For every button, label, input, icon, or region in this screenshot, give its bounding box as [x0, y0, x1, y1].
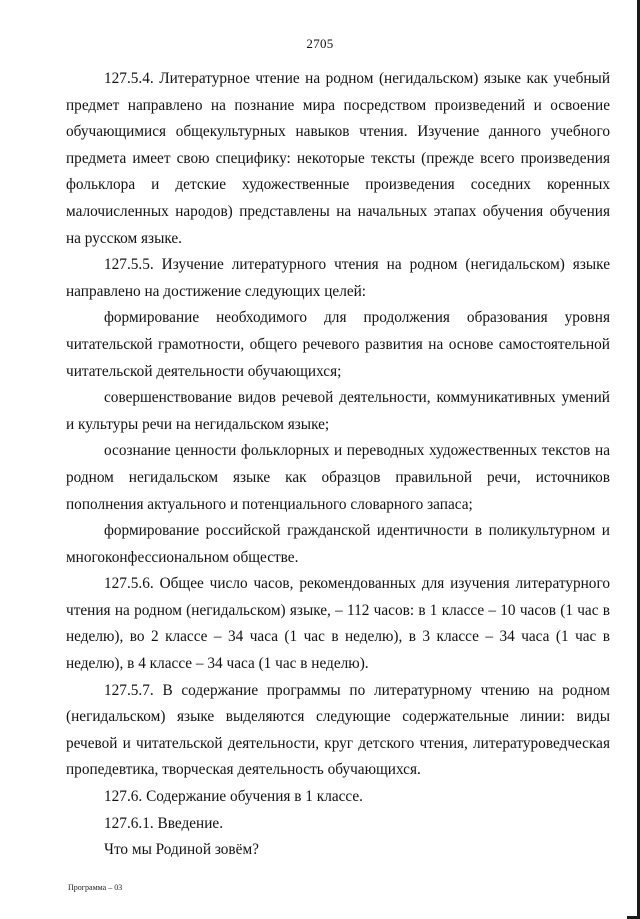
- page-number: 2705: [306, 36, 334, 51]
- page-footer: Программа – 03: [68, 883, 123, 892]
- goal-item-3: осознание ценности фольклорных и переводных художественных текстов на родном негидальском языке как образцов правильной речи, источников пополнения актуального и потенциального словарного запаса;: [66, 442, 610, 513]
- goal-item-2: совершенствование видов речевой деятельности, коммуникативных умений и культуры речи на негидальском языке;: [66, 389, 610, 433]
- paragraph-127-5-6: 127.5.6. Общее число часов, рекомендованных для изучения литературного чтения на родном (негидальском) языке, – 112 часов: в 1 классе – 10 часов (1 час в неделю), во 2 классе – 34 часа (1 час в неделю), в 3 классе – 34 часа (1 час в неделю), в 4 классе – 34 часа (1 час в неделю).: [66, 575, 610, 673]
- goal-item-4: формирование российской гражданской идентичности в поликультурном и многоконфессиональном обществе.: [66, 522, 610, 566]
- paragraph-127-5-5: 127.5.5. Изучение литературного чтения на родном (негидальском) языке направлено на достижение следующих целей:: [66, 256, 610, 300]
- document-body: [66, 66, 610, 864]
- paragraph-127-5-7: 127.5.7. В содержание программы по литературному чтению на родном (негидальском) языке выделяются следующие содержательные линии: виды речевой и читательской деятельности, круг детского чтения, литературоведческая пропедевтика, творческая деятельность обучающихся.: [66, 681, 610, 779]
- section-heading-127-6-1: 127.6.1. Введение.: [104, 814, 224, 832]
- topic-heading: Что мы Родиной зовём?: [104, 841, 259, 859]
- scan-edge-corner: [627, 906, 640, 919]
- goal-item-1: формирование необходимого для продолжения образования уровня читательской грамотности, общего речевого развития на основе самостоятельной читательской деятельности обучающихся;: [66, 309, 610, 380]
- paragraph-127-5-4: 127.5.4. Литературное чтение на родном (негидальском) языке как учебный предмет направлено на познание мира посредством произведений и освоение обучающимися общекультурных навыков чтения. Изучение данного учебного предмета имеет свою специфику: некоторые тексты (прежде всего произведения фольклора и детские художественные произведения соседних коренных малочисленных народов) представлены на начальных этапах обучения обучения на русском языке.: [66, 70, 610, 247]
- section-heading-127-6: 127.6. Содержание обучения в 1 классе.: [104, 788, 364, 806]
